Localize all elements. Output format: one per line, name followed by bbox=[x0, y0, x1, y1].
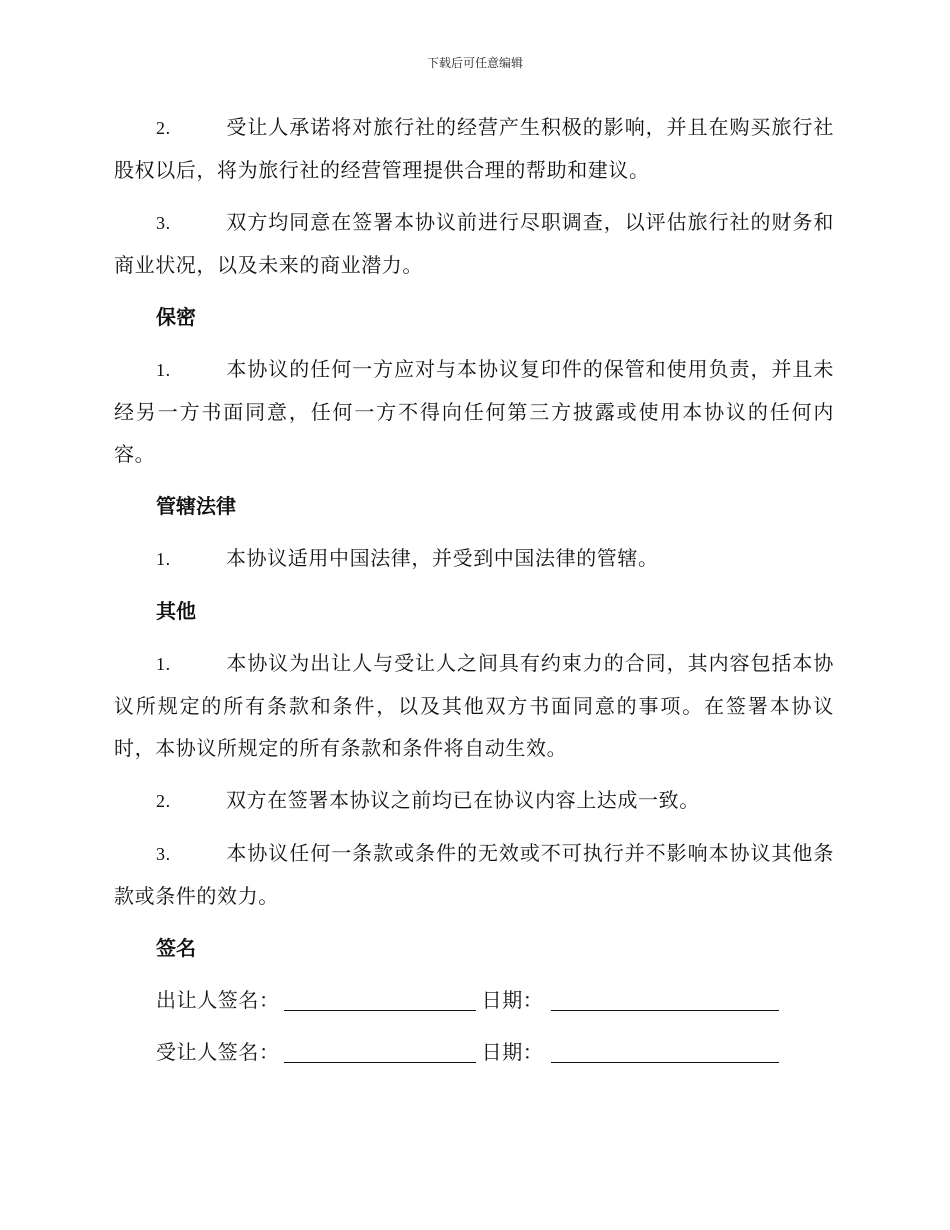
page-header: 下载后可任意编辑 bbox=[426, 56, 523, 70]
paragraph-number: 1. bbox=[156, 654, 171, 674]
other-paragraph-1 bbox=[114, 642, 834, 769]
transferor-signature-label: 出让人签名： bbox=[156, 988, 280, 1012]
other-paragraph-2 bbox=[114, 779, 834, 822]
paragraph-text: 本协议的任何一方应对与本协议复印件的保管和使用负责，并且未经另一方书面同意，任何一方不得向任何第三方披露或使用本协议的任何内容。 bbox=[114, 357, 834, 466]
governing-law-paragraph-1 bbox=[114, 537, 834, 580]
transferee-signature-row bbox=[114, 1031, 834, 1073]
paragraph-text: 双方均同意在签署本协议前进行尽职调查，以评估旅行社的财务和商业状况，以及未来的商业潜力。 bbox=[114, 210, 834, 277]
transferor-signature-row bbox=[114, 979, 834, 1021]
paragraph-3 bbox=[114, 201, 834, 286]
paragraph-number: 2. bbox=[156, 118, 171, 138]
document-body bbox=[114, 106, 834, 1083]
transferor-signature-line[interactable] bbox=[284, 984, 476, 1011]
paragraph-number: 3. bbox=[156, 844, 171, 864]
paragraph-text: 双方在签署本协议之前均已在协议内容上达成一致。 bbox=[226, 788, 700, 812]
transferor-date-line[interactable] bbox=[551, 984, 779, 1011]
paragraph-text: 本协议适用中国法律，并受到中国法律的管辖。 bbox=[226, 546, 659, 570]
transferee-signature-line[interactable] bbox=[284, 1036, 476, 1063]
paragraph-number: 3. bbox=[156, 213, 171, 233]
section-heading-other: 其他 bbox=[156, 599, 196, 623]
section-heading-signature: 签名 bbox=[156, 936, 196, 960]
paragraph-2 bbox=[114, 106, 834, 191]
paragraph-text: 本协议任何一条款或条件的无效或不可执行并不影响本协议其他条款或条件的效力。 bbox=[114, 841, 834, 908]
transferee-signature-label: 受让人签名： bbox=[156, 1040, 280, 1064]
confidentiality-paragraph-1 bbox=[114, 348, 834, 475]
transferor-date-label: 日期： bbox=[481, 988, 544, 1012]
transferee-date-line[interactable] bbox=[551, 1036, 779, 1063]
transferee-date-label: 日期： bbox=[481, 1040, 544, 1064]
paragraph-number: 1. bbox=[156, 549, 171, 569]
section-heading-confidentiality: 保密 bbox=[156, 305, 196, 329]
paragraph-text: 本协议为出让人与受让人之间具有约束力的合同，其内容包括本协议所规定的所有条款和条件，以及其他双方书面同意的事项。在签署本协议时，本协议所规定的所有条款和条件将自动生效。 bbox=[114, 651, 834, 760]
paragraph-number: 2. bbox=[156, 791, 171, 811]
section-heading-governing-law: 管辖法律 bbox=[156, 494, 236, 518]
paragraph-text: 受让人承诺将对旅行社的经营产生积极的影响，并且在购买旅行社股权以后，将为旅行社的经营管理提供合理的帮助和建议。 bbox=[114, 115, 834, 182]
other-paragraph-3 bbox=[114, 832, 834, 917]
paragraph-number: 1. bbox=[156, 360, 171, 380]
